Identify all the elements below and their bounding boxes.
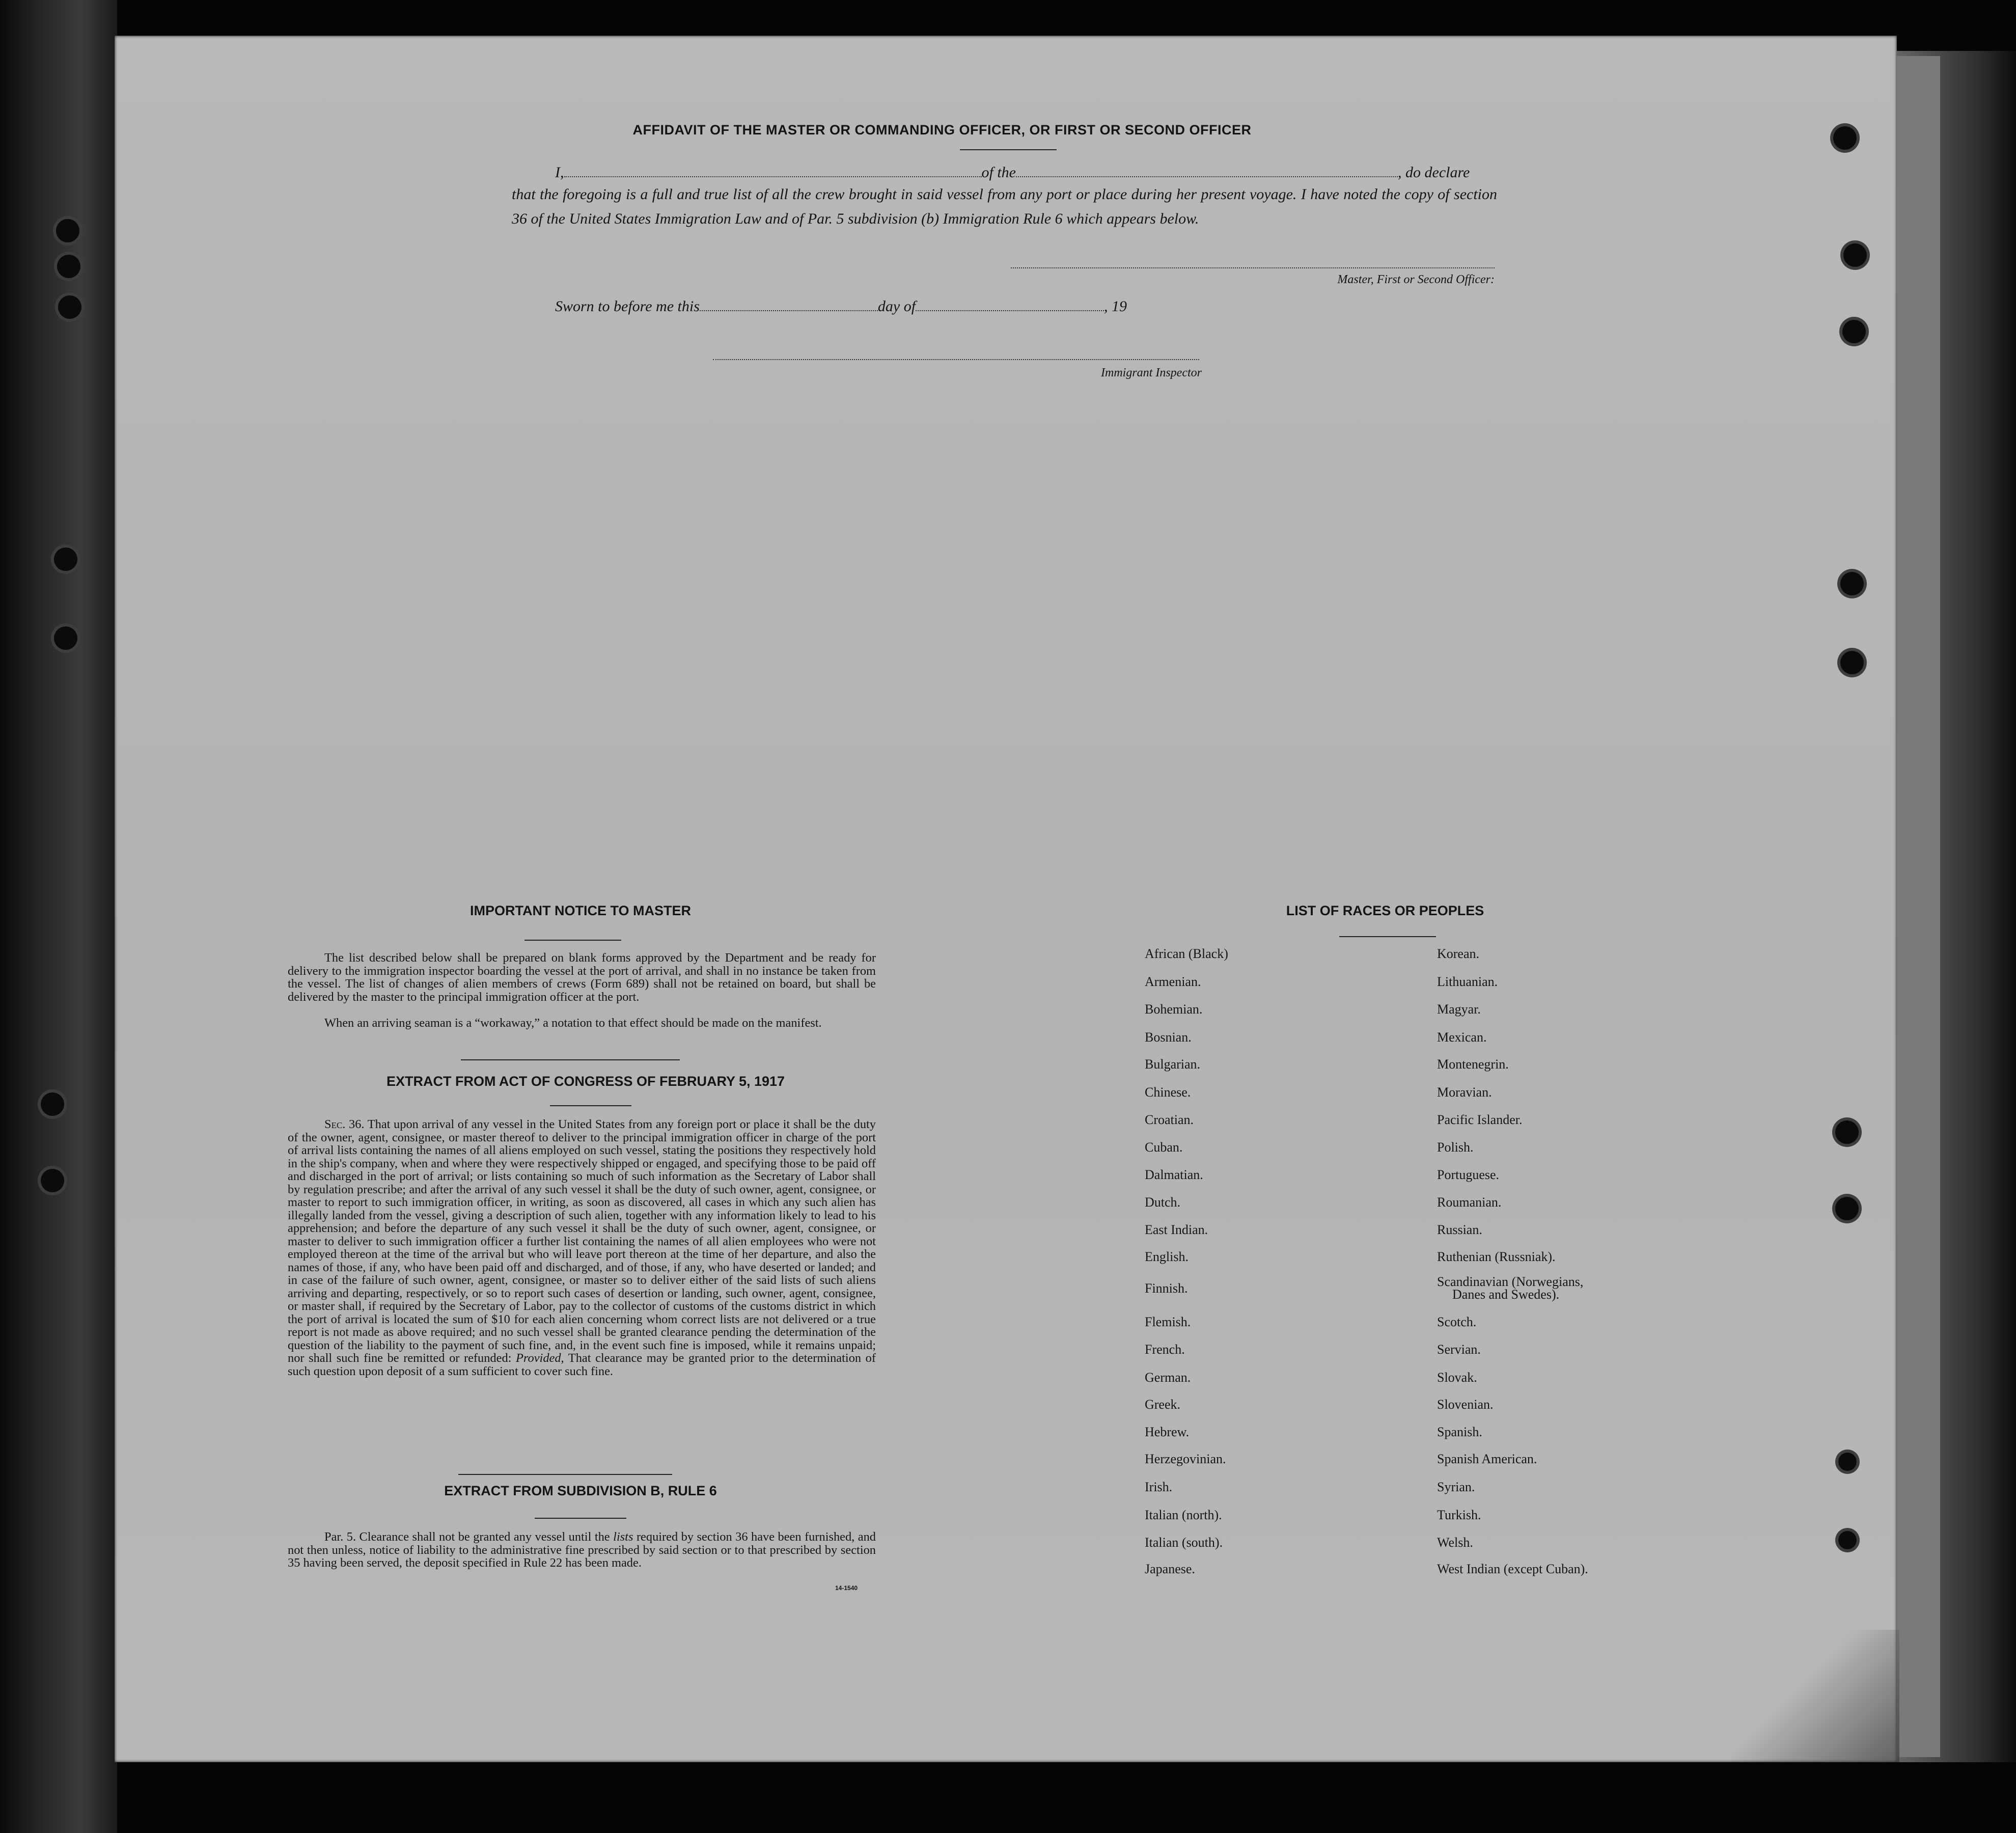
section-divider [461,1059,680,1060]
race-item-right: Portuguese. [1437,1167,1500,1182]
binder-hole [41,1169,64,1192]
race-item-left: Bulgarian. [1145,1057,1201,1072]
binder-hole [1833,126,1857,150]
form-number: 14-1540 [835,1584,858,1592]
affidavit-line-1 [555,164,1470,181]
race-item-right: Polish. [1437,1140,1474,1155]
race-item-right: Korean. [1437,946,1480,961]
binder-hole [1840,651,1864,674]
race-item-left: Chinese. [1145,1085,1191,1100]
inspector-signature-line [713,359,1199,360]
race-item-left: Japanese. [1145,1562,1195,1576]
race-item-left: East Indian. [1145,1222,1208,1237]
rule6-title: EXTRACT FROM SUBDIVISION B, RULE 6 [444,1483,717,1498]
binder-hole [54,626,77,650]
notice-rule [524,940,621,941]
race-item-right: West Indian (except Cuban). [1437,1562,1588,1576]
section-text: That upon arrival of any vessel in the United States from any foreign port or place it shall be the duty of the owner, agent, consignee, or master thereof to deliver to the principal immigration officer in charge of the port of arrival lists containing the names of all aliens employed on such vessel, stating the positions they respectively hold in the ship's company, when and where they were respectively shipped or engaged, and specifying those to be paid off and discharged in the port of arrival; or lists containing so much of such information as the Secretary of Labor shall by regulation prescribe; and after the arrival of any such vessel it shall be the duty of such owner, agent, consignee, or master to report to such immigration officer, in writing, as soon as discovered, all cases in which any such alien has illegally landed from the vessel, giving a description of such alien, together with any information likely to lead to his apprehension; and before the departure of any such vessel it shall be the duty of such owner, agent, consignee, or master to deliver to such immigration officer a further list containing the names of all alien employees who were not employed thereon at the time of the arrival but who will leave port thereon at the time of her departure, and also the names of those, if any, who have been paid off and discharged, and of those, if any, who have deserted or landed; and in case of the failure of such owner, agent, consignee, or master so to deliver either of the said lists of such aliens arriving and departing, respectively, or so to report such cases of desertion or landing, such owner, agent, consignee, or master shall, if required by the Secretary of Labor, pay to the collector of customs of the customs district in which the port of arrival is located the sum of $10 for each alien concerning whom correct lists are not delivered or a true report is not made as above required; and no such vessel shall be granted clearance pending the determination of the question of the liability to the payment of such fine, and, in the event such fine is imposed, while it remains unpaid; nor shall such fine be remitted or refunded: [288,1117,876,1365]
binder-hole [1838,1453,1857,1471]
scan-left-margin [0,0,117,1833]
binder-hole [58,295,81,319]
notice-paragraph-2: When an arriving seaman is a “workaway,” a notation to that effect should be made on the manifest. [324,1016,822,1030]
act-rule [550,1105,631,1106]
race-item-right: Moravian. [1437,1085,1492,1100]
race-item-right: Ruthenian (Russniak). [1437,1249,1556,1264]
signature-label: Master, First or Second Officer: [1337,273,1495,286]
sworn-prefix: Sworn to before me this [555,298,700,315]
race-item-right: Lithuanian. [1437,974,1498,989]
affidavit-prefix: I, [555,164,564,181]
page-corner-shadow [1731,1630,1899,1762]
binder-hole [54,548,77,571]
race-item-left: Italian (south). [1145,1535,1223,1550]
lists-word: lists [613,1530,633,1544]
rule6-text-a: Par. 5. Clearance shall not be granted any vessel until the [324,1530,614,1544]
section-text-end: That clearance may be granted prior to the determination of such question upon deposit of a sum sufficient to cover such fine. [288,1351,876,1378]
affidavit-body: that the foregoing is a full and true list of all the crew brought in said vessel from any port or place during her present voyage. I have noted the copy of section 36 of the United States Immigration Law and of Par. 5 subdivision (b) Immigration Rule 6 which appears below. [512,186,1497,227]
race-item-right-continuation: Danes and Swedes). [1452,1287,1560,1302]
rule6-text-b: required by section 36 have been furnished, and not then unless, notice of liability to the administrative fine prescribed by said section or to that prescribed by section 35 having been served, the deposit specified in Rule 22 has been made. [288,1530,876,1570]
binder-hole [1835,1120,1859,1144]
notice-title: IMPORTANT NOTICE TO MASTER [470,903,691,918]
binder-hole [56,219,79,242]
race-item-left: Greek. [1145,1397,1181,1412]
race-item-right: Magyar. [1437,1002,1481,1017]
sworn-year: , 19 [1104,298,1127,315]
binder-hole [1842,320,1866,343]
inspector-label: Immigrant Inspector [1101,366,1202,379]
binder-hole [1835,1197,1859,1220]
affidavit-of-the: of the [981,164,1016,181]
race-item-right: Scotch. [1437,1315,1477,1329]
race-item-right: Slovak. [1437,1370,1477,1385]
race-item-left: Bohemian. [1145,1002,1203,1017]
binder-hole [1840,572,1864,595]
affidavit-title: AFFIDAVIT OF THE MASTER OR COMMANDING OFFICER, OR FIRST OR SECOND OFFICER [632,122,1252,138]
rule6-rule [535,1518,626,1519]
rule6-paragraph [288,1530,876,1570]
race-item-left: Finnish. [1145,1281,1188,1296]
race-item-left: Italian (north). [1145,1508,1222,1522]
notice-paragraph-1: The list described below shall be prepared on blank forms approved by the Department and be ready for delivery to the immigration inspector boarding the vessel at the port of arrival, and shall in no instance be taken from the vessel. The list of changes of alien members of crews (Form 689) shall not be retained on board, but shall be delivered by the master to the principal immigration officer at the port. [288,951,876,1004]
race-item-right: Roumanian. [1437,1195,1502,1210]
name-blank [564,176,982,177]
race-item-left: Herzegovinian. [1145,1452,1226,1466]
race-item-right: Spanish American. [1437,1452,1537,1466]
race-item-right: Syrian. [1437,1480,1475,1494]
race-item-left: Bosnian. [1145,1030,1192,1045]
races-title: LIST OF RACES OR PEOPLES [1286,903,1484,918]
provided-word: Provided, [516,1351,564,1365]
month-blank [916,310,1104,311]
day-blank [700,310,878,311]
race-item-right: Welsh. [1437,1535,1473,1550]
title-rule [960,149,1057,150]
section-label: Sec. 36. [324,1117,365,1131]
race-item-right: Servian. [1437,1342,1481,1357]
race-item-left: Armenian. [1145,974,1201,989]
race-item-left: English. [1145,1249,1189,1264]
race-item-right: Slovenian. [1437,1397,1494,1412]
act-title: EXTRACT FROM ACT OF CONGRESS OF FEBRUARY 5, 1917 [386,1074,785,1089]
race-item-left: French. [1145,1342,1185,1357]
race-item-right: Spanish. [1437,1425,1482,1439]
affidavit-declare: , do declare [1398,164,1470,181]
binder-hole [41,1092,64,1116]
race-item-right: Pacific Islander. [1437,1112,1523,1127]
act-section-36 [288,1118,876,1378]
binder-hole [1843,243,1867,267]
race-item-left: Flemish. [1145,1315,1191,1329]
race-item-left: Croatian. [1145,1112,1194,1127]
race-item-left: Dutch. [1145,1195,1181,1210]
race-item-right: Mexican. [1437,1030,1487,1045]
binder-hole [1838,1531,1857,1549]
race-item-left: German. [1145,1370,1191,1385]
race-item-left: Hebrew. [1145,1425,1190,1439]
race-item-left: African (Black) [1145,946,1228,961]
race-item-left: Cuban. [1145,1140,1183,1155]
race-item-left: Irish. [1145,1480,1173,1494]
section-divider [458,1474,672,1475]
race-item-left: Dalmatian. [1145,1167,1203,1182]
race-item-right: Russian. [1437,1222,1482,1237]
race-item-right: Scandinavian (Norwegians, [1437,1274,1584,1289]
sworn-line [555,298,1127,315]
signature-line [1011,267,1495,268]
race-item-right: Montenegrin. [1437,1057,1509,1072]
binder-hole [57,255,80,278]
races-rule [1339,936,1436,937]
document-page [115,36,1897,1762]
vessel-blank [1016,176,1398,177]
sworn-day-of: day of [877,298,916,315]
race-item-right: Turkish. [1437,1508,1481,1522]
